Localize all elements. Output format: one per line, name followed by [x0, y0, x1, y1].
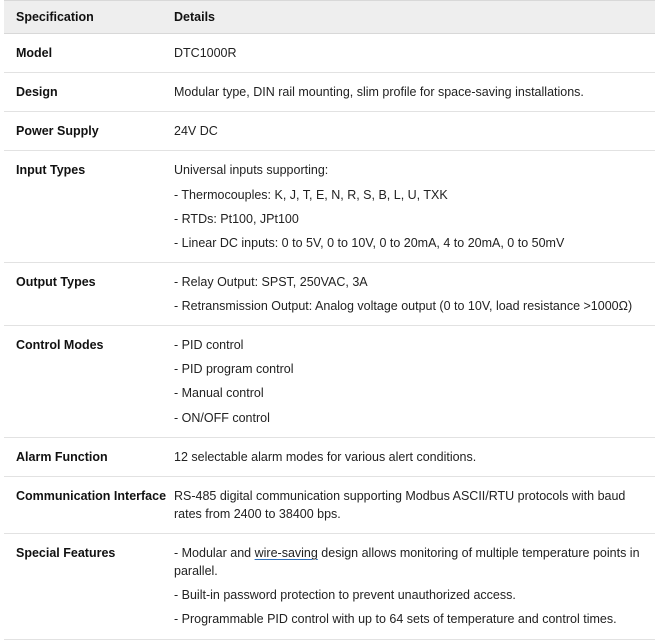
spec-details-cell	[160, 476, 655, 533]
table-row	[4, 73, 655, 112]
spec-details-cell	[160, 151, 655, 263]
specification-table	[4, 0, 655, 640]
spec-label-cell: Output Types	[4, 262, 160, 325]
spec-label-cell: Special Features	[4, 534, 160, 640]
detail-line: Universal inputs supporting:	[174, 163, 329, 178]
detail-line: - ON/OFF control	[174, 410, 270, 425]
table-header	[4, 1, 655, 34]
spec-label-cell: Control Modes	[4, 326, 160, 438]
table-row	[4, 151, 655, 263]
detail-line: - Linear DC inputs: 0 to 5V, 0 to 10V, 0 to 20mA, 4 to 20mA, 0 to 50mV	[174, 235, 565, 250]
column-header-specification: Specification	[4, 1, 160, 34]
detail-line: - PID program control	[174, 362, 294, 377]
detail-line: - RTDs: Pt100, JPt100	[174, 211, 299, 226]
detail-line: 24V DC	[174, 124, 218, 139]
detail-line: - Relay Output: SPST, 250VAC, 3A	[174, 274, 368, 289]
table-header-row	[4, 1, 655, 34]
table-row	[4, 112, 655, 151]
spec-details-cell	[160, 73, 655, 112]
detail-line: - Thermocouples: K, J, T, E, N, R, S, B, L, U, TXK	[174, 187, 448, 202]
spec-details-cell	[160, 534, 655, 640]
spec-label-cell: Input Types	[4, 151, 160, 263]
table-row	[4, 326, 655, 438]
detail-line: - Built-in password protection to prevent unauthorized access.	[174, 588, 516, 603]
highlighted-term: wire-saving	[254, 546, 318, 560]
detail-line: Modular type, DIN rail mounting, slim profile for space-saving installations.	[174, 85, 584, 100]
detail-line: RS-485 digital communication supporting Modbus ASCII/RTU protocols with baud rates from 2400 to 38400 bps.	[174, 488, 626, 521]
detail-line: - PID control	[174, 338, 244, 353]
detail-line: - Programmable PID control with up to 64 sets of temperature and control times.	[174, 612, 617, 627]
table-row	[4, 34, 655, 73]
table-row	[4, 476, 655, 533]
detail-line: - Modular and wire-saving design allows monitoring of multiple temperature points in parallel.	[174, 546, 640, 579]
detail-line: 12 selectable alarm modes for various alert conditions.	[174, 449, 477, 464]
spec-label-cell: Model	[4, 34, 160, 73]
detail-line: - Retransmission Output: Analog voltage output (0 to 10V, load resistance >1000Ω)	[174, 299, 633, 313]
spec-label-cell: Communication Interface	[4, 476, 160, 533]
spec-details-cell	[160, 34, 655, 73]
spec-details-cell	[160, 437, 655, 476]
spec-label-cell: Design	[4, 73, 160, 112]
table-row	[4, 437, 655, 476]
spec-label-cell: Power Supply	[4, 112, 160, 151]
spec-details-cell	[160, 326, 655, 438]
spec-label-cell: Alarm Function	[4, 437, 160, 476]
spec-details-cell	[160, 112, 655, 151]
column-header-details: Details	[160, 1, 655, 34]
table-row	[4, 262, 655, 325]
detail-line: DTC1000R	[174, 46, 237, 60]
table-row	[4, 534, 655, 640]
spec-details-cell	[160, 262, 655, 325]
table-body	[4, 34, 655, 640]
detail-line: - Manual control	[174, 386, 264, 401]
